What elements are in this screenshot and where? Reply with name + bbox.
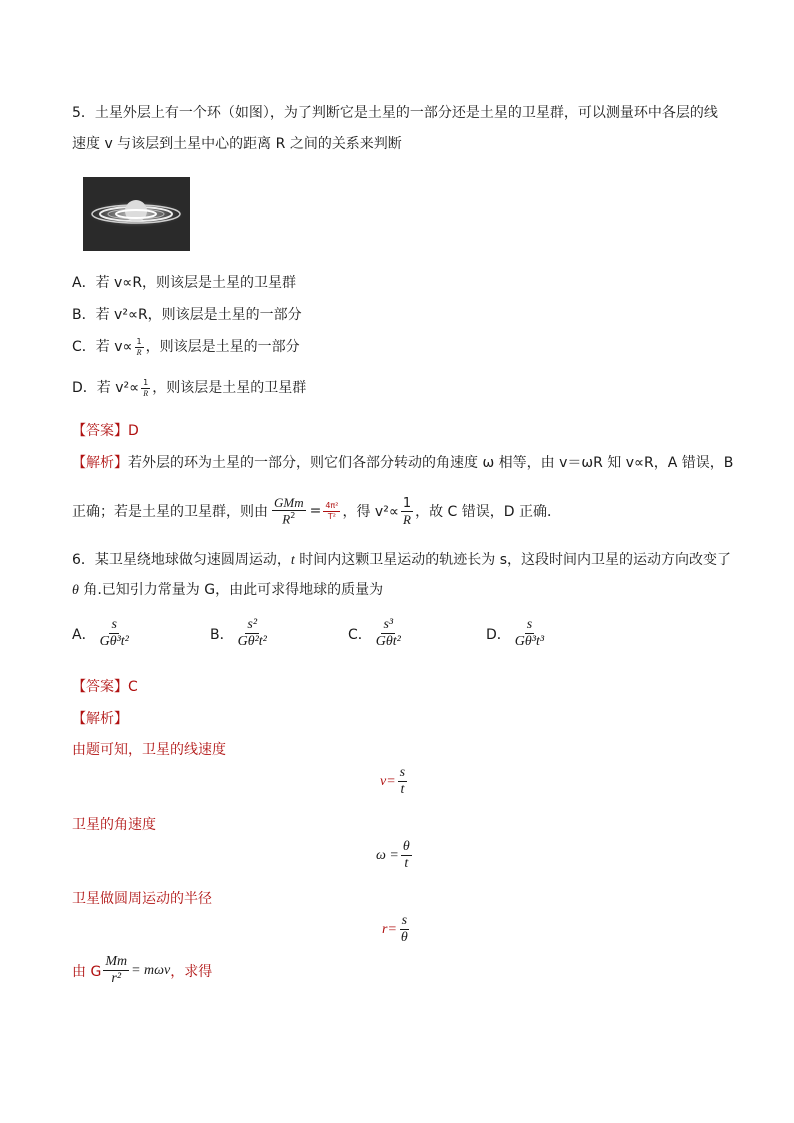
q5-analysis-line2: 正确；若是土星的卫星群，则由 $\frac{\text{GMm}}{R^2}$ = $\frac{\text{4π²}}{\text{T²}}$ ，得 v²∝ $\frac{1}{R}$ ，故 C 错误，D 正确．: [72, 494, 562, 527]
q6-option-d: D． $\frac{s}{\text{Gθ³t³}}$: [486, 617, 545, 649]
q6-stem-line1: 6．某卫星绕地球做匀速圆周运动，t 时间内这颗卫星运动的轨迹长为 s，这段时间内卫星的运动方向改变了: [72, 552, 732, 568]
q5-option-a: A．若 v∝R，则该层是土星的卫星群: [72, 275, 297, 291]
q6-equation-3: r= $\frac{s}{\theta}$: [382, 913, 408, 945]
q6-answer: 【答案】C: [72, 679, 138, 695]
q6-stem-line2: θ 角.已知引力常量为 G，由此可求得地球的质量为: [72, 582, 384, 598]
q5-option-b: B．若 v²∝R，则该层是土星的一部分: [72, 307, 302, 323]
q6-equation-2: ω = $\frac{\theta}{t}$: [376, 839, 410, 871]
q5-option-c: C．若 v∝ $\frac{1}{R}$ ，则该层是土星的一部分: [72, 336, 300, 357]
q6-option-b: B． $\frac{\text{s²}}{\text{Gθ²t²}}$: [210, 617, 267, 649]
q5-option-d: D．若 v²∝ $\frac{1}{R}$ ，则该层是土星的卫星群: [72, 377, 307, 398]
q5-stem-line2: 速度 v 与该层到土星中心的距离 R 之间的关系来判断: [72, 136, 402, 152]
q5-answer: 【答案】D: [72, 423, 139, 439]
q6-step-3: 卫星做圆周运动的半径: [72, 891, 212, 907]
q6-step-2: 卫星的角速度: [72, 817, 156, 833]
q5-analysis-line1: 【解析】若外层的环为土星的一部分，则它们各部分转动的角速度 ω 相等，由 v＝ωR 知 v∝R，A 错误，B: [72, 455, 734, 471]
q6-option-a: A． $\frac{s}{\text{Gθ³t²}}$: [72, 617, 129, 649]
q6-equation-1: v= $\frac{s}{t}$: [380, 765, 406, 797]
q6-analysis-label: 【解析】: [72, 711, 128, 727]
q6-option-c: C． $\frac{\text{s³}}{\text{Gθt²}}$: [348, 617, 401, 649]
q6-step-4: 由 G $\frac{Mm}{\text{r²}}$ = mωv ，求得: [72, 954, 213, 986]
q5-stem-line1: 5．土星外层上有一个环（如图），为了判断它是土星的一部分还是土星的卫星群，可以测量环中各层的线: [72, 105, 718, 121]
saturn-ring-photo: [83, 177, 190, 251]
q6-step-1: 由题可知，卫星的线速度: [72, 742, 226, 758]
